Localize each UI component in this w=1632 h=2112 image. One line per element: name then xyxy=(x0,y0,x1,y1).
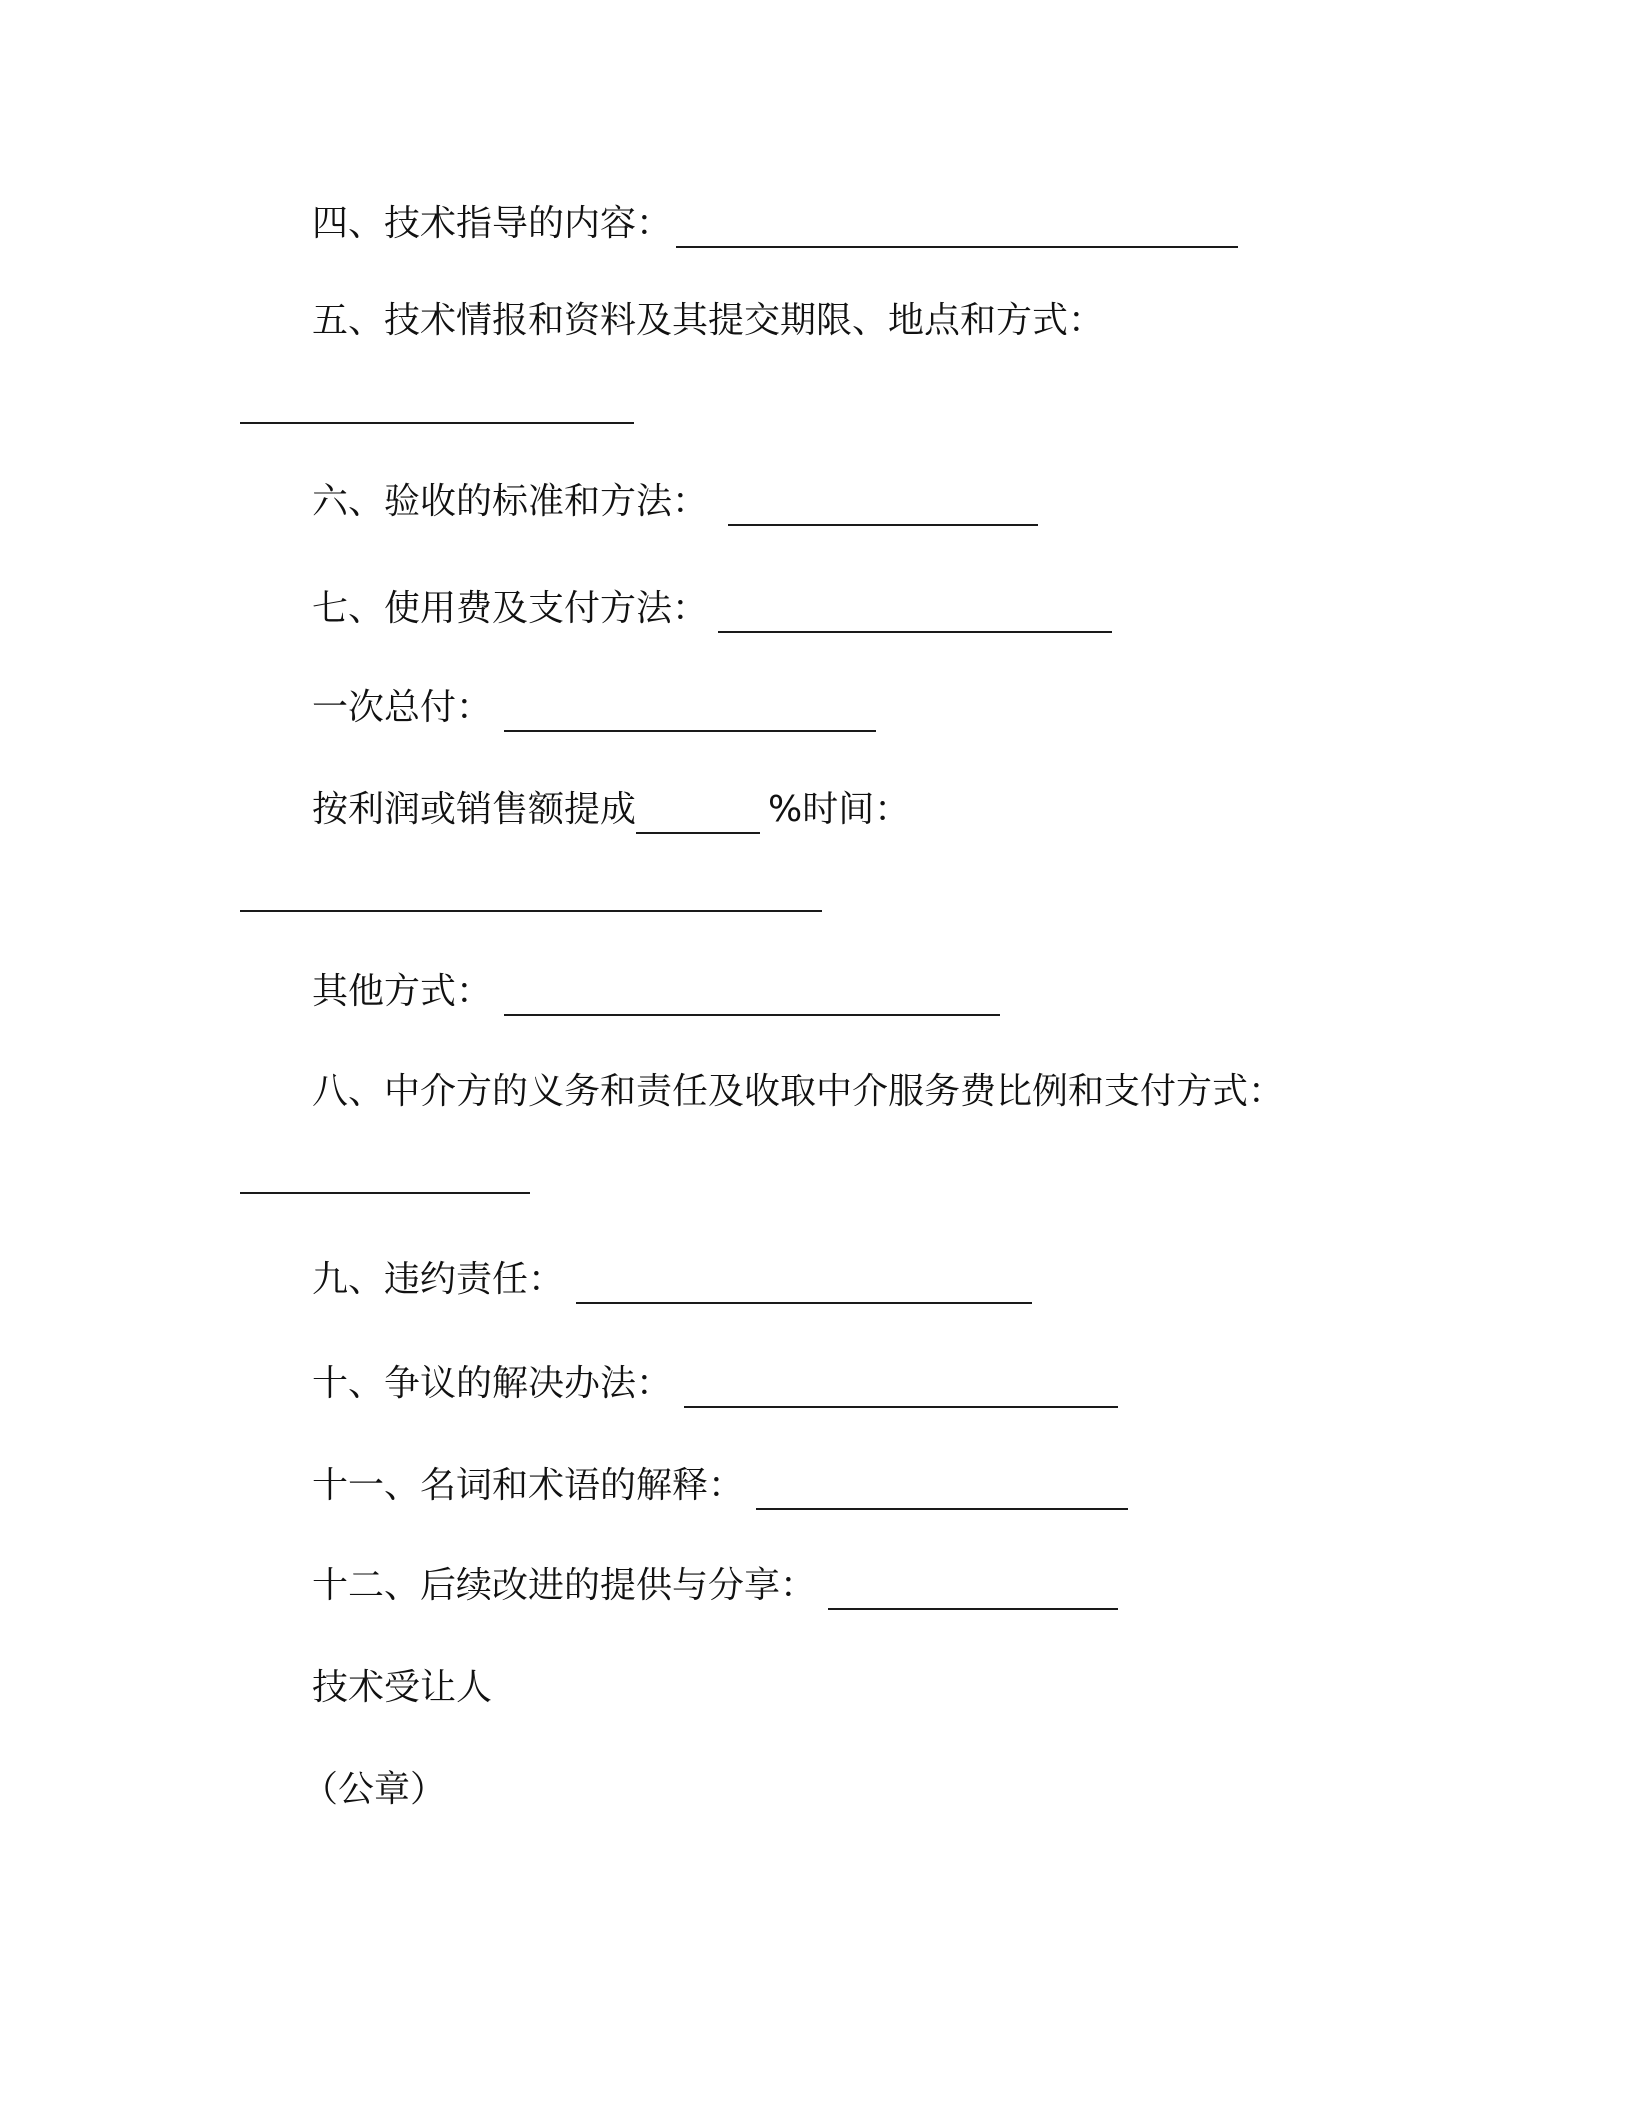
clause-4-label: 四、技术指导的内容： xyxy=(312,203,673,244)
clause-9 xyxy=(312,1256,1032,1304)
royalty-line xyxy=(312,786,910,834)
clause-11 xyxy=(312,1462,1128,1510)
clause-10-label: 十、争议的解决办法： xyxy=(312,1363,673,1404)
clause-7 xyxy=(312,585,1112,633)
clause-8-label: 八、中介方的义务和责任及收取中介服务费比例和支付方式： xyxy=(312,1071,1285,1112)
clause-12 xyxy=(312,1562,1118,1610)
lump-sum-line xyxy=(312,684,876,732)
clause-9-label: 九、违约责任： xyxy=(312,1259,565,1300)
seal-line xyxy=(302,1766,446,1814)
clause-12-label: 十二、后续改进的提供与分享： xyxy=(312,1565,817,1606)
clause-6 xyxy=(312,478,1038,526)
clause-5 xyxy=(312,297,1104,345)
lump-sum-blank[interactable] xyxy=(504,696,876,732)
clause-8-continuation xyxy=(240,1158,530,1194)
clause-10-blank[interactable] xyxy=(684,1372,1118,1408)
royalty-percent-blank[interactable] xyxy=(636,798,760,834)
clause-8 xyxy=(312,1068,1284,1116)
clause-5-label: 五、技术情报和资料及其提交期限、地点和方式： xyxy=(312,300,1105,341)
royalty-label-a: 按利润或销售额提成 xyxy=(312,789,637,830)
clause-6-blank[interactable] xyxy=(728,490,1038,526)
clause-5-blank[interactable] xyxy=(240,388,634,424)
clause-4 xyxy=(312,200,1238,248)
transferee-line xyxy=(312,1664,492,1712)
clause-7-blank[interactable] xyxy=(718,597,1112,633)
clause-5-continuation xyxy=(240,388,634,424)
clause-11-label: 十一、名词和术语的解释： xyxy=(312,1465,745,1506)
other-method-blank[interactable] xyxy=(504,980,1000,1016)
seal-label: （公章） xyxy=(302,1769,447,1810)
clause-12-blank[interactable] xyxy=(828,1574,1118,1610)
clause-9-blank[interactable] xyxy=(576,1268,1032,1304)
royalty-label-b: %时间： xyxy=(768,789,911,830)
transferee-label: 技术受让人 xyxy=(312,1667,493,1708)
clause-10 xyxy=(312,1360,1118,1408)
other-method-line xyxy=(312,968,1000,1016)
royalty-continuation xyxy=(240,876,822,912)
clause-6-label: 六、验收的标准和方法： xyxy=(312,481,709,522)
clause-8-blank[interactable] xyxy=(240,1158,530,1194)
clause-7-label: 七、使用费及支付方法： xyxy=(312,588,709,629)
royalty-time-blank[interactable] xyxy=(240,876,822,912)
other-method-label: 其他方式： xyxy=(312,971,493,1012)
clause-4-blank[interactable] xyxy=(676,212,1238,248)
clause-11-blank[interactable] xyxy=(756,1474,1128,1510)
lump-sum-label: 一次总付： xyxy=(312,687,493,728)
